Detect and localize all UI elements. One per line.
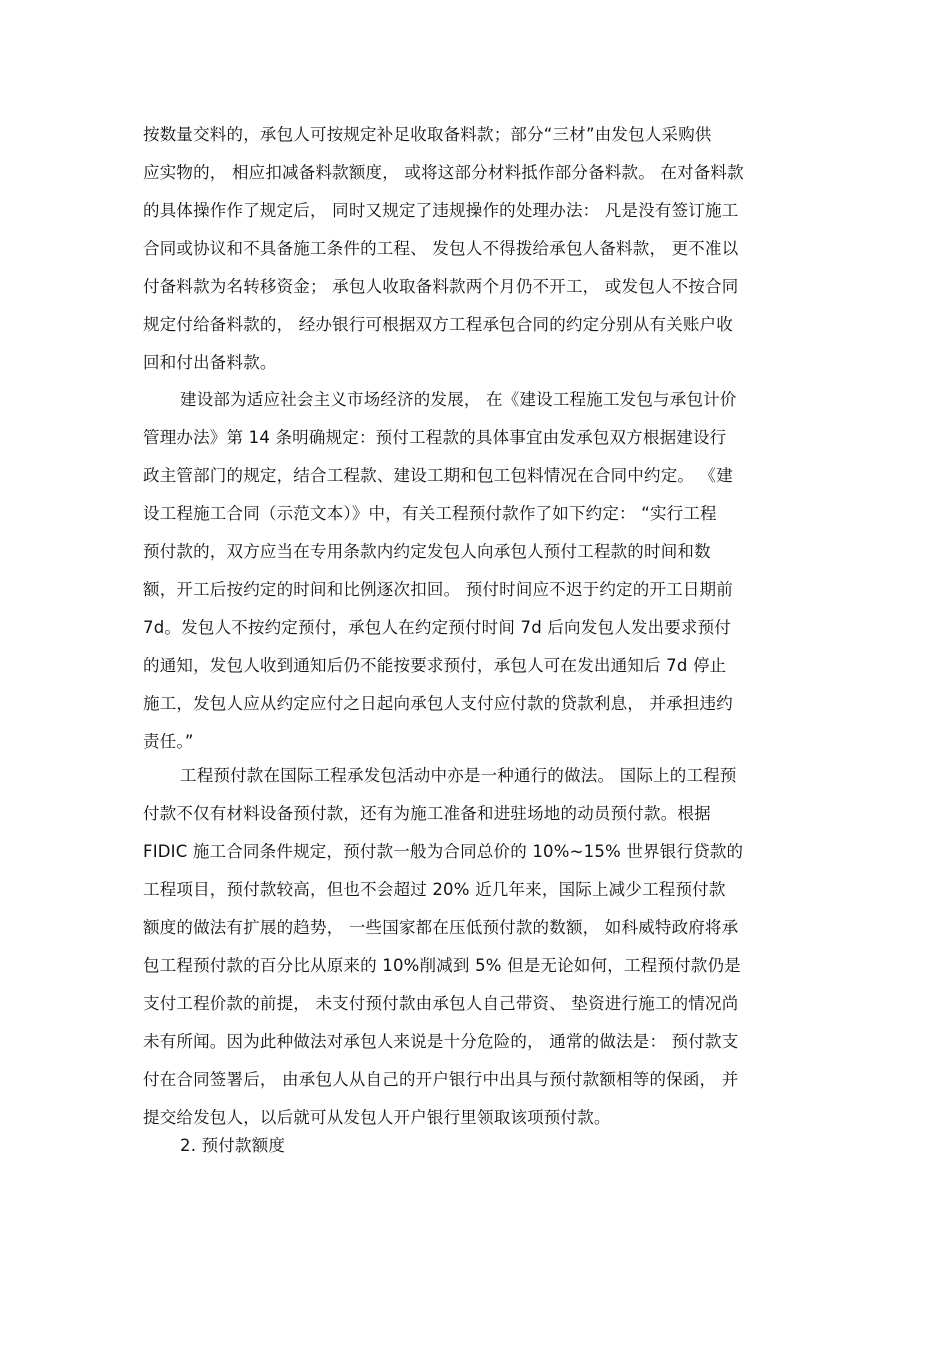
text-line: 未有所闻。因为此种做法对承包人来说是十分危险的， 通常的做法是： 预付款支: [143, 1032, 739, 1051]
text-line: 7d。发包人不按约定预付，承包人在约定预付时间 7d 后向发包人发出要求预付: [143, 618, 732, 637]
text-line: 付备料款为名转移资金； 承包人收取备料款两个月仍不开工， 或发包人不按合同: [143, 277, 739, 296]
text-line: 预付款的，双方应当在专用条款内约定发包人向承包人预付工程款的时间和数: [143, 542, 711, 561]
text-line: FIDIC 施工合同条件规定，预付款一般为合同总价的 10%~15% 世界银行贷款的: [143, 842, 744, 861]
text-line: 提交给发包人，以后就可从发包人开户银行里领取该项预付款。: [143, 1108, 611, 1127]
text-line: 责任。”: [143, 732, 194, 751]
text-line: 回和付出备料款。: [143, 353, 277, 372]
text-line: 设工程施工合同（示范文本）》中，有关工程预付款作了如下约定： “实行工程: [143, 504, 717, 523]
text-line: 应实物的， 相应扣减备料款额度， 或将这部分材料抵作部分备料款。 在对备料款: [143, 163, 744, 182]
text-line: 施工，发包人应从约定应付之日起向承包人支付应付款的贷款利息， 并承担违约: [143, 694, 733, 713]
text-line: 付款不仅有材料设备预付款，还有为施工准备和进驻场地的动员预付款。根据: [143, 804, 711, 823]
text-line: 管理办法》第 14 条明确规定：预付工程款的具体事宜由发承包双方根据建设行: [143, 428, 727, 447]
section-heading: 2. 预付款额度: [180, 1136, 286, 1155]
text-line: 的具体操作作了规定后， 同时又规定了违规操作的处理办法： 凡是没有签订施工: [143, 201, 739, 220]
text-line: 工程项目，预付款较高，但也不会超过 20% 近几年来，国际上减少工程预付款: [143, 880, 726, 899]
text-line: 按数量交料的，承包人可按规定补足收取备料款；部分“三材”由发包人采购供: [143, 125, 712, 144]
text-line: 规定付给备料款的， 经办银行可根据双方工程承包合同的约定分别从有关账户收: [143, 315, 733, 334]
text-line: 额，开工后按约定的时间和比例逐次扣回。 预付时间应不迟于约定的开工日期前: [143, 580, 733, 599]
paragraph-first-line: 工程预付款在国际工程承发包活动中亦是一种通行的做法。 国际上的工程预: [180, 766, 737, 785]
text-line: 合同或协议和不具备施工条件的工程、 发包人不得拨给承包人备料款， 更不准以: [143, 239, 739, 258]
text-line: 额度的做法有扩展的趋势， 一些国家都在压低预付款的数额， 如科威特政府将承: [143, 918, 739, 937]
text-line: 付在合同签署后， 由承包人从自己的开户银行中出具与预付款额相等的保函， 并: [143, 1070, 739, 1089]
text-line: 的通知，发包人收到通知后仍不能按要求预付，承包人可在发出通知后 7d 停止: [143, 656, 727, 675]
text-line: 政主管部门的规定，结合工程款、建设工期和包工包料情况在合同中约定。 《建: [143, 466, 733, 485]
text-line: 包工程预付款的百分比从原来的 10%削减到 5% 但是无论如何，工程预付款仍是: [143, 956, 741, 975]
paragraph-first-line: 建设部为适应社会主义市场经济的发展， 在《建设工程施工发包与承包计价: [180, 390, 737, 409]
text-line: 支付工程价款的前提， 未支付预付款由承包人自己带资、 垫资进行施工的情况尚: [143, 994, 739, 1013]
